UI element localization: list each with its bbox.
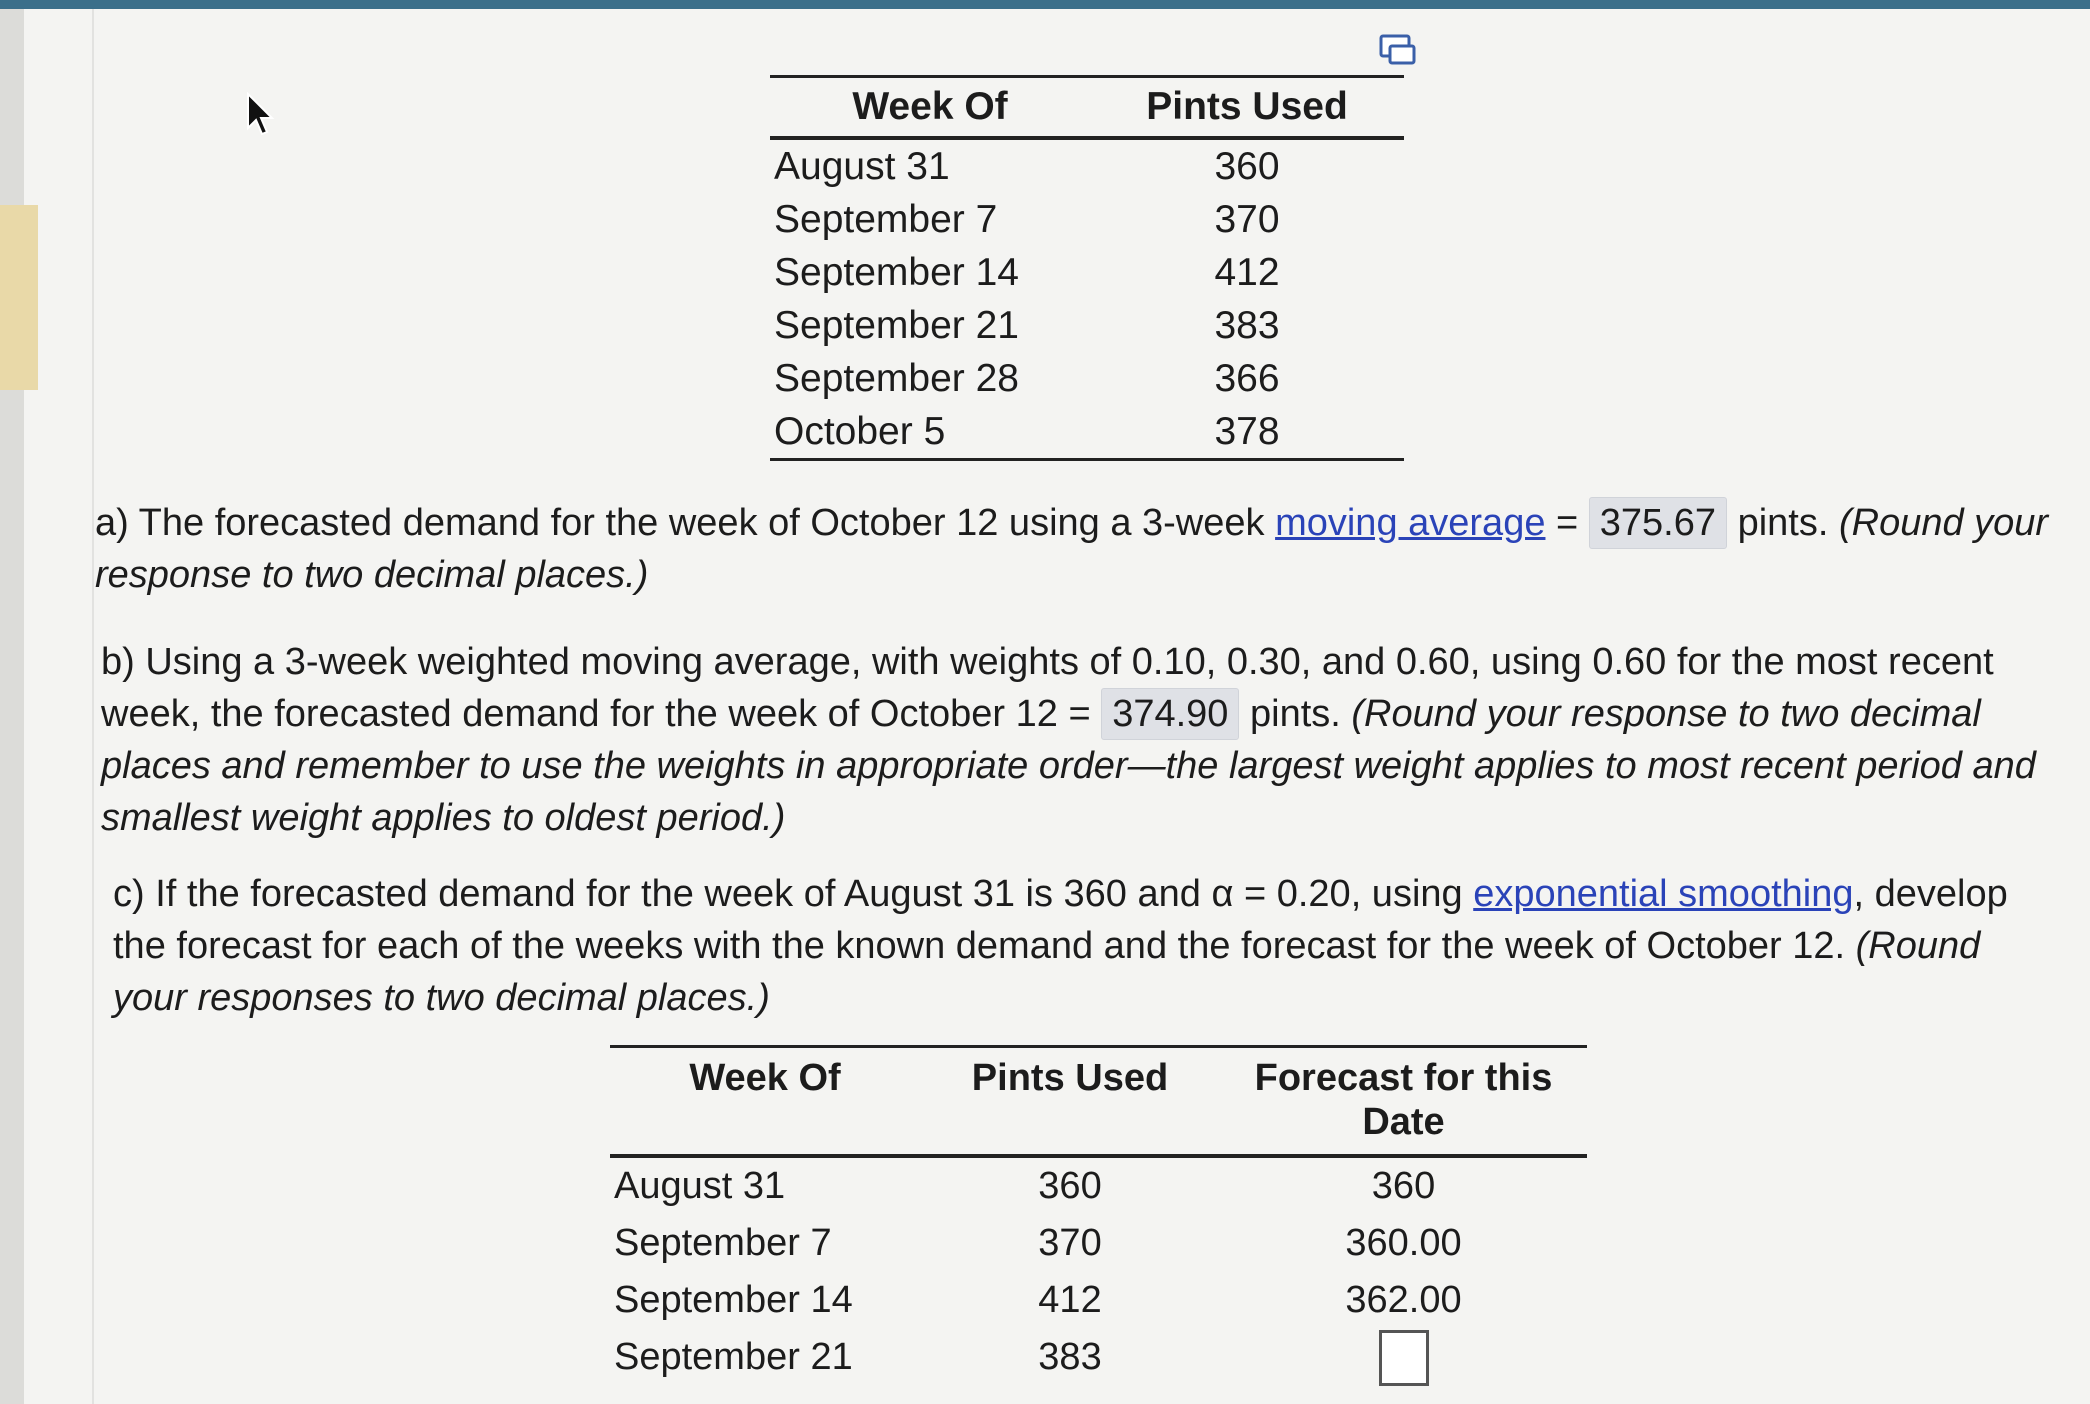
table-row — [770, 352, 1404, 405]
part-c-instruction: (Round your responses to two decimal places.) — [113, 925, 1981, 1019]
table-row — [770, 299, 1404, 352]
question-part-c — [113, 868, 2053, 1024]
popout-window-icon[interactable] — [1378, 33, 1418, 67]
forecast-answer-field[interactable]: 360.00 — [1345, 1222, 1462, 1264]
pints-cell: 412 — [1214, 250, 1280, 294]
forecast-table — [610, 1045, 1587, 1386]
week-cell: September 21 — [614, 1336, 853, 1378]
pints-cell: 370 — [1038, 1222, 1102, 1264]
exponential-smoothing-link[interactable]: exponential smoothing — [1473, 873, 1854, 915]
pints-used-table — [770, 75, 1404, 461]
part-a-text: a) The forecasted demand for the week of October 12 using a 3-week — [95, 502, 1276, 544]
part-a-answer-field[interactable]: 375.67 — [1589, 497, 1727, 549]
part-a-unit: pints. — [1727, 502, 1839, 544]
week-cell: September 21 — [774, 303, 1019, 347]
part-c-text: c) If the forecasted demand for the week of August 31 is 360 and α = 0.20, using — [113, 873, 1474, 915]
part-a-equals: = — [1545, 502, 1589, 544]
forecast-cell: 360 — [1371, 1165, 1436, 1207]
table-row — [610, 1215, 1587, 1272]
top-accent-bar — [0, 0, 2090, 9]
table-row — [610, 1156, 1587, 1215]
header-pints-used: Pints Used — [1090, 77, 1404, 139]
pints-cell: 366 — [1214, 356, 1280, 400]
table-row — [610, 1272, 1587, 1329]
table-row — [770, 193, 1404, 246]
header-week-of: Week Of — [610, 1047, 920, 1157]
pints-cell: 383 — [1038, 1336, 1102, 1378]
content-divider — [92, 9, 94, 1404]
week-cell: October 5 — [770, 405, 1090, 460]
header-forecast: Forecast for this Date — [1220, 1047, 1587, 1157]
forecast-input-box[interactable] — [1379, 1330, 1429, 1386]
pints-cell: 360 — [1214, 144, 1280, 188]
table-row — [770, 246, 1404, 299]
question-part-b — [101, 636, 2061, 844]
week-cell: September 7 — [614, 1222, 832, 1264]
week-cell: September 14 — [774, 250, 1019, 294]
moving-average-link[interactable]: moving average — [1275, 502, 1546, 544]
part-b-unit: pints. — [1239, 693, 1352, 735]
week-cell: August 31 — [614, 1165, 786, 1207]
question-part-a — [95, 497, 2055, 601]
header-pints-used: Pints Used — [920, 1047, 1220, 1157]
pints-cell: 370 — [1214, 197, 1280, 241]
pints-cell: 412 — [1038, 1279, 1102, 1321]
week-cell: September 28 — [774, 356, 1019, 400]
pints-cell: 360 — [1038, 1165, 1102, 1207]
left-side-tab[interactable] — [0, 205, 38, 390]
part-c-text-2: , develop the forecast for each of the weeks with the known demand and the forecast for the week of October 12. — [113, 873, 2008, 967]
pints-cell: 378 — [1090, 405, 1404, 460]
table-row — [770, 405, 1404, 460]
pints-cell: 383 — [1214, 303, 1280, 347]
forecast-answer-field[interactable]: 362.00 — [1345, 1279, 1462, 1321]
forecast-cell-empty — [1220, 1329, 1587, 1386]
part-a-instruction: (Round your response to two decimal places.) — [95, 502, 2049, 596]
week-cell: August 31 — [774, 144, 950, 188]
part-b-instruction: (Round your response to two decimal places and remember to use the weights in appropriate order—the largest weight applies to most recent period and smallest weight applies to oldest period.) — [101, 693, 2036, 839]
part-b-answer-field[interactable]: 374.90 — [1101, 688, 1239, 740]
header-week-of: Week Of — [770, 77, 1090, 139]
mouse-pointer-icon — [246, 92, 276, 138]
week-cell: September 7 — [774, 197, 998, 241]
week-cell: September 14 — [614, 1279, 853, 1321]
table-row — [770, 138, 1404, 193]
table-row — [610, 1329, 1587, 1386]
part-b-text: b) Using a 3-week weighted moving average, with weights of 0.10, 0.30, and 0.60, using 0.60 for the most recent week, the forecasted demand for the week of October 12 = — [101, 641, 1994, 735]
